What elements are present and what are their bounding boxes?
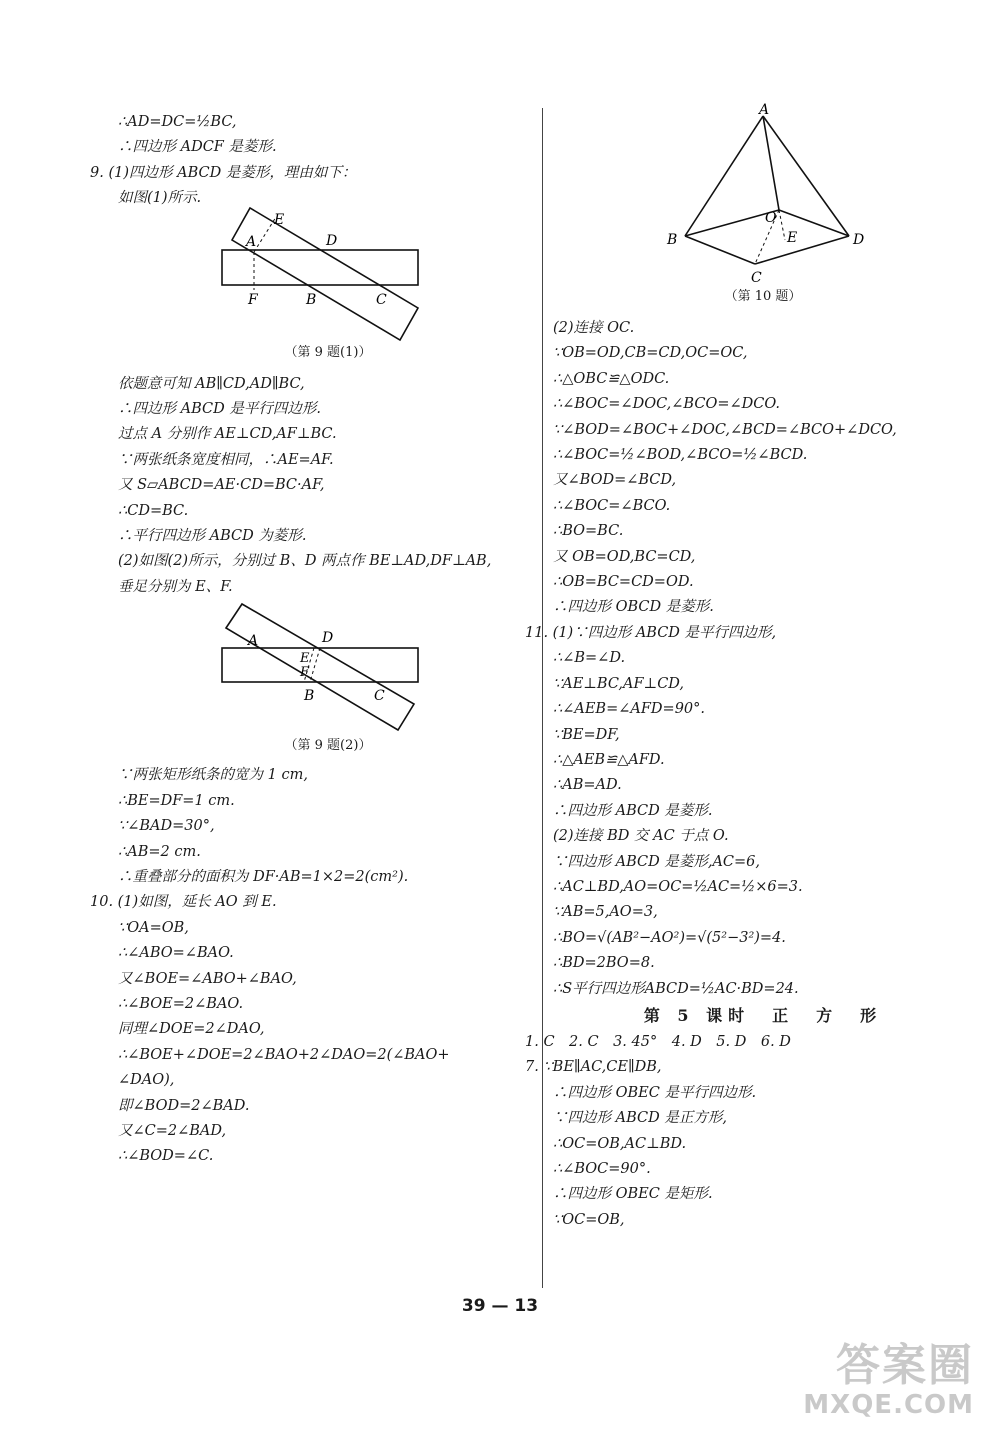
perpendicular-bf — [310, 648, 320, 682]
section-title: 第 5 课时 正 方 形 — [643, 1005, 883, 1025]
label-a: A — [246, 233, 257, 250]
text-line: ∵∠BOD=∠BOC+∠DOC,∠BCD=∠BCO+∠DCO, — [553, 421, 897, 438]
text-line: ∴BE=DF=1 cm. — [118, 792, 235, 809]
diagonal-strip — [226, 604, 414, 730]
watermark-top: 答案圈 — [836, 1340, 974, 1391]
watermark-bottom: MXQE.COM — [803, 1390, 974, 1420]
text-line: ∴四边形 ADCF 是菱形. — [118, 139, 277, 156]
text-line: ∴S平行四边形ABCD=½AC·BD=24. — [553, 980, 799, 997]
text-line: ∴∠BOC=∠BCO. — [553, 497, 671, 514]
text-line: (2)如图(2)所示，分别过 B、D 两点作 BE⊥AD,DF⊥AB, — [118, 553, 492, 570]
text-line: ∴重叠部分的面积为 DF·AB=1×2=2(cm²). — [118, 868, 409, 885]
text-line: ∴∠BOE+∠DOE=2∠BAO+2∠DAO=2(∠BAO+ — [118, 1046, 450, 1063]
text-line: 同理∠DOE=2∠DAO, — [118, 1021, 265, 1038]
figure-9-2 — [218, 600, 438, 735]
label-a: A — [248, 633, 259, 650]
text-line: ∴∠BOC=90°. — [553, 1161, 651, 1177]
label-d: D — [853, 232, 865, 248]
text-line: ∵OA=OB, — [118, 919, 189, 936]
text-line: ∠DAO), — [118, 1072, 175, 1089]
label-c: C — [374, 688, 385, 705]
problem-9-heading: 9. (1)四边形 ABCD 是菱形，理由如下： — [90, 164, 357, 181]
label-f: F — [300, 665, 310, 681]
text-line: ∴△AEB≌△AFD. — [553, 751, 665, 768]
label-b: B — [304, 688, 315, 705]
text-line: ∴四边形 OBCD 是菱形. — [553, 599, 714, 616]
segment-oe — [779, 210, 785, 240]
text-line: 垂足分别为 E、F. — [118, 578, 233, 595]
text-line: ∵AB=5,AO=3, — [553, 904, 658, 921]
horizontal-strip — [222, 648, 418, 682]
text-line: ∴平行四边形 ABCD 为菱形. — [118, 528, 307, 545]
text-line: ∴BO=√(AB²−AO²)=√(5²−3²)=4. — [553, 929, 786, 946]
text-line: ∴∠B=∠D. — [553, 650, 626, 667]
choice-answers: 1. C 2. C 3. 45° 4. D 5. D 6. D — [525, 1033, 791, 1050]
text-line: ∴∠AEB=∠AFD=90°. — [553, 701, 706, 718]
figure-9-2-caption: （第 9 题(2)） — [284, 738, 372, 754]
figure-9-1 — [218, 212, 438, 342]
text-line: ∴四边形 OBEC 是矩形. — [553, 1186, 713, 1203]
text-line: ∴四边形 ABCD 是平行四边形. — [118, 401, 321, 418]
text-line: ∴OB=BC=CD=OD. — [553, 574, 694, 591]
text-line: ∴AC⊥BD,AO=OC=½AC=½×6=3. — [553, 878, 803, 895]
column-divider — [542, 108, 543, 1288]
text-line: 又∠BOE=∠ABO+∠BAO, — [118, 970, 297, 987]
problem-7-heading: 7. ∵BE∥AC,CE∥DB, — [525, 1059, 662, 1076]
label-e: E — [274, 211, 285, 228]
text-line: ∴BO=BC. — [553, 523, 624, 540]
text-line: ∴四边形 ABCD 是菱形. — [553, 802, 713, 819]
text-line: ∵OB=OD,CB=CD,OC=OC, — [553, 345, 748, 362]
text-line: ∴∠ABO=∠BAO. — [118, 945, 234, 962]
label-o: O — [765, 210, 777, 226]
text-line: ∵∠BAD=30°, — [118, 818, 215, 835]
text-line: 依题意可知 AB∥CD,AD∥BC, — [118, 375, 305, 392]
text-line: 即∠BOD=2∠BAD. — [118, 1097, 250, 1114]
text-line: ∴∠BOC=∠DOC,∠BCO=∠DCO. — [553, 396, 781, 413]
text-line: ∵四边形 ABCD 是菱形,AC=6, — [553, 853, 760, 870]
label-a: A — [759, 102, 770, 118]
text-line: 又 OB=OD,BC=CD, — [553, 548, 696, 565]
problem-10-heading: 10. (1)如图，延长 AO 到 E. — [90, 894, 277, 911]
label-d: D — [322, 630, 334, 647]
text-line: 又∠BOD=∠BCD, — [553, 472, 677, 489]
text-line: ∴AD=DC=½BC, — [118, 114, 237, 130]
page-number: 39 — 13 — [461, 1296, 539, 1316]
text-line: (2)连接 BD 交 AC 于点 O. — [553, 828, 729, 845]
text-line: 又∠C=2∠BAD, — [118, 1122, 227, 1139]
text-line: ∵两张矩形纸条的宽为 1 cm, — [118, 767, 308, 784]
horizontal-strip — [222, 250, 418, 285]
text-line: ∵BE=DF, — [553, 726, 620, 743]
text-line: ∴OC=OB,AC⊥BD. — [553, 1135, 687, 1152]
edge-bc — [685, 236, 755, 264]
figure-10-caption: （第 10 题） — [724, 289, 802, 304]
text-line: ∴AB=AD. — [553, 777, 622, 794]
text-line: ∵OC=OB, — [553, 1211, 625, 1228]
label-b: B — [667, 232, 678, 248]
text-line: ∵四边形 ABCD 是正方形, — [553, 1110, 727, 1127]
text-line: ∵AE⊥BC,AF⊥CD, — [553, 675, 685, 692]
label-e: E — [787, 230, 798, 246]
text-line: ∴∠BOD=∠C. — [118, 1148, 214, 1165]
edge-dc — [755, 236, 849, 264]
label-d: D — [326, 232, 338, 249]
label-c: C — [376, 291, 387, 308]
figure-9-1-caption: （第 9 题(1)） — [284, 344, 372, 360]
label-c: C — [751, 270, 762, 286]
text-line: 过点 A 分别作 AE⊥CD,AF⊥BC. — [118, 426, 337, 443]
left-column — [90, 110, 538, 1170]
text-line: ∴四边形 OBEC 是平行四边形. — [553, 1084, 757, 1101]
edge-ao — [763, 116, 779, 210]
diagonal-strip — [232, 208, 418, 340]
text-line: ∵两张纸条宽度相同，∴AE=AF. — [118, 451, 334, 468]
text-line: ∴AB=2 cm. — [118, 843, 201, 860]
text-line: 如图(1)所示. — [118, 190, 202, 207]
problem-11-heading: 11. (1)∵四边形 ABCD 是平行四边形, — [525, 624, 777, 641]
label-e: E — [300, 651, 310, 667]
text-line: 又 S▱ABCD=AE·CD=BC·AF, — [118, 477, 325, 494]
text-line: ∴∠BOC=½∠BOD,∠BCO=½∠BCD. — [553, 447, 808, 464]
label-f: F — [248, 291, 258, 308]
label-b: B — [306, 291, 317, 308]
text-line: ∴CD=BC. — [118, 502, 189, 519]
right-column — [525, 102, 973, 1233]
text-line: (2)连接 OC. — [553, 320, 635, 336]
text-line: ∴∠BOE=2∠BAO. — [118, 995, 244, 1012]
figure-10 — [663, 104, 863, 286]
text-line: ∴BD=2BO=8. — [553, 955, 655, 972]
watermark-logo — [794, 1342, 974, 1420]
text-line: ∴△OBC≌△ODC. — [553, 370, 670, 387]
